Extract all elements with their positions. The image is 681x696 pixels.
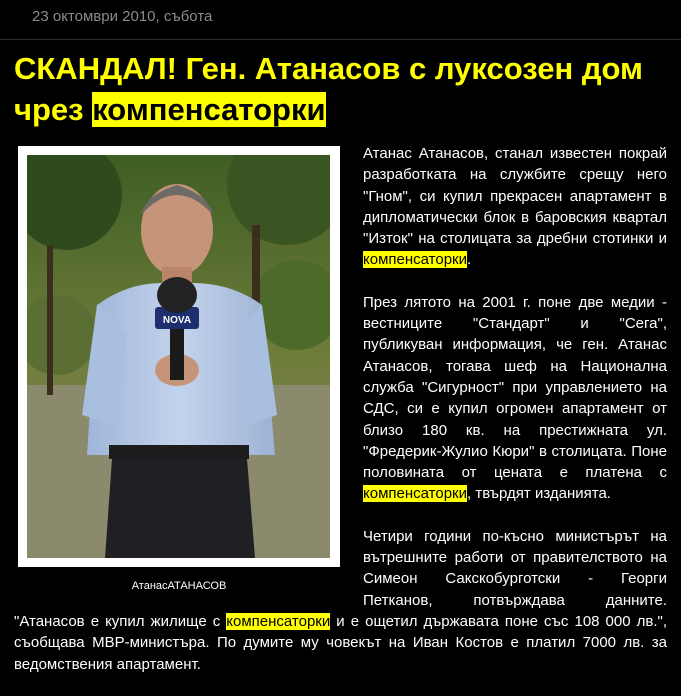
post-date: 23 октомври 2010, събота [32, 8, 213, 25]
p2-text: През лятото на 2001 г. поне две медии - вестниците "Стандарт" и "Сега", публикуван информация, че ген. Атанас Атанасов, тогава шеф на Национална служба "Сигурност" при управлението на СДС, си е купил огромен апартамент от близо 180 кв. на престижната ул. "Фредерик-Жулио Кюри" в столицата. Поне половината от цената е платена с [363, 293, 667, 482]
photo-caption: АтанасАТАНАСОВ [131, 580, 227, 592]
article-title [14, 48, 664, 130]
title-highlight: компенсаторки [92, 92, 326, 127]
mic-logo: NOVA [162, 315, 192, 326]
p3-text: Четири години по-късно министърът на вътрешните работи от правителството на Симеон Сакскобурготски - Георги Петканов, потвърждава данните. "Атанасов е купил жилище с [14, 527, 667, 630]
title-text: СКАНДАЛ! Ген. Атанасов с луксозен дом чрез [14, 51, 643, 127]
p2-tail: , твърдят изданията. [466, 485, 611, 503]
keyword-highlight: компенсаторки [363, 485, 467, 503]
keyword-highlight: компенсаторки [226, 612, 331, 630]
p1-text: Атанас Атанасов, станал известен покрай разработката на службите срещу него "Гном", си купил прекрасен апартамент в дипломатически блок в баровския квартал "Изток" на столицата за дребни стотинки и [363, 145, 667, 248]
article-body [14, 143, 667, 696]
keyword-highlight: компенсаторки [363, 251, 467, 269]
p3-tail: и е ощетил държавата поне със 108 000 лв.", съобщава МВР-министъра. По думите му човекът на Иван Костов е платил 7000 лв. за ведомствения апартамент. [14, 612, 667, 673]
p1-tail: . [466, 251, 472, 269]
date-divider [0, 39, 681, 40]
